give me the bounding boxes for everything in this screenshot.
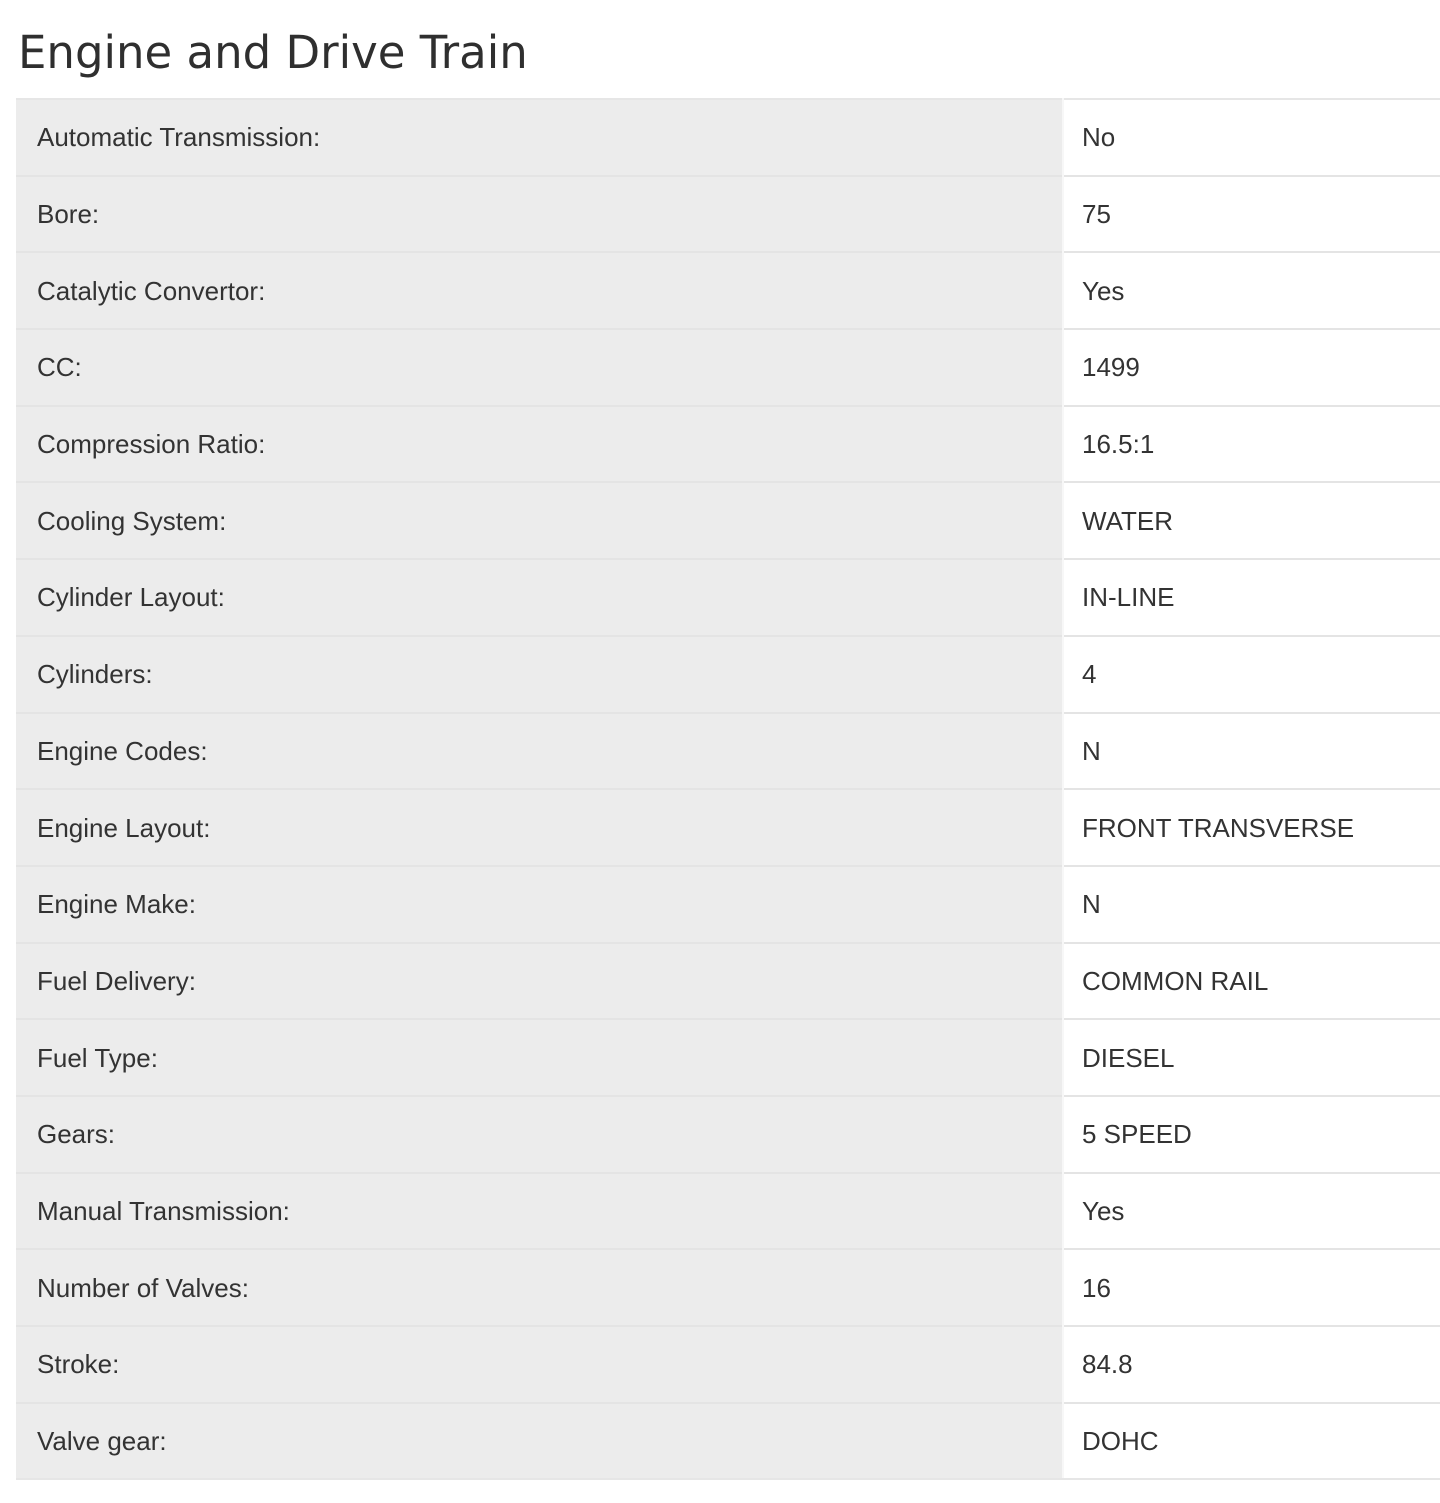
spec-value: WATER [1063,482,1440,559]
spec-row [16,943,1440,1020]
spec-label: Stroke: [16,1326,1063,1403]
spec-label: Bore: [16,176,1063,253]
spec-label: Catalytic Convertor: [16,252,1063,329]
spec-row [16,1249,1440,1326]
spec-row [16,866,1440,943]
spec-row [16,1326,1440,1403]
spec-label: Engine Make: [16,866,1063,943]
spec-label: Compression Ratio: [16,406,1063,483]
spec-row [16,482,1440,559]
spec-value: 5 SPEED [1063,1096,1440,1173]
spec-row [16,1173,1440,1250]
spec-row [16,252,1440,329]
spec-label: Engine Codes: [16,713,1063,790]
spec-row [16,1403,1440,1480]
spec-row [16,176,1440,253]
spec-label: Valve gear: [16,1403,1063,1480]
spec-value: 84.8 [1063,1326,1440,1403]
spec-value: No [1063,99,1440,176]
spec-value: N [1063,866,1440,943]
spec-row [16,713,1440,790]
spec-label: Cylinder Layout: [16,559,1063,636]
spec-value: 4 [1063,636,1440,713]
spec-row [16,789,1440,866]
spec-value: 16.5:1 [1063,406,1440,483]
spec-value: DOHC [1063,1403,1440,1480]
spec-row [16,1019,1440,1096]
spec-value: DIESEL [1063,1019,1440,1096]
section-title: Engine and Drive Train [18,26,528,79]
spec-table-body [16,99,1440,1479]
spec-row [16,99,1440,176]
spec-value: Yes [1063,252,1440,329]
spec-value: 16 [1063,1249,1440,1326]
spec-label: Cooling System: [16,482,1063,559]
spec-value: FRONT TRANSVERSE [1063,789,1440,866]
spec-row [16,406,1440,483]
spec-row [16,1096,1440,1173]
spec-label: Engine Layout: [16,789,1063,866]
spec-label: Automatic Transmission: [16,99,1063,176]
spec-label: Fuel Type: [16,1019,1063,1096]
spec-value: IN-LINE [1063,559,1440,636]
spec-value: COMMON RAIL [1063,943,1440,1020]
spec-row [16,559,1440,636]
spec-label: Number of Valves: [16,1249,1063,1326]
spec-label: Gears: [16,1096,1063,1173]
engine-spec-table [16,98,1440,1480]
spec-label: Manual Transmission: [16,1173,1063,1250]
spec-row [16,636,1440,713]
spec-value: 1499 [1063,329,1440,406]
spec-label: Cylinders: [16,636,1063,713]
spec-value: N [1063,713,1440,790]
spec-label: CC: [16,329,1063,406]
spec-label: Fuel Delivery: [16,943,1063,1020]
spec-value: 75 [1063,176,1440,253]
spec-row [16,329,1440,406]
spec-value: Yes [1063,1173,1440,1250]
